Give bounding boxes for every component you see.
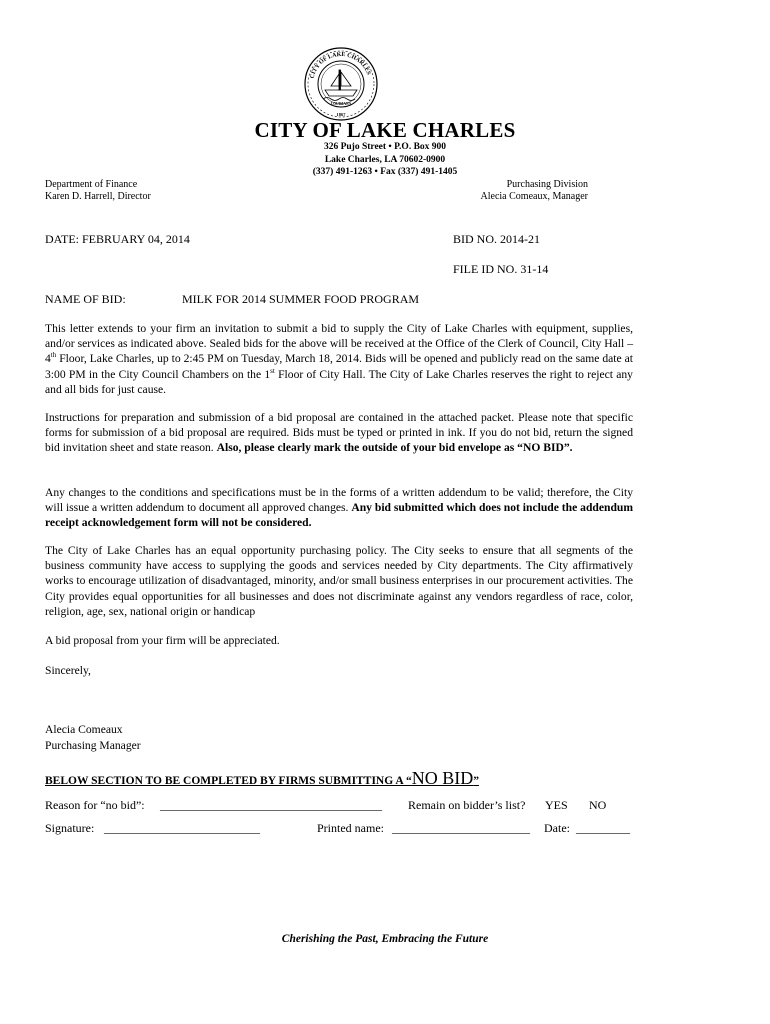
- signature-input-line[interactable]: __________________________: [104, 821, 260, 835]
- remain-on-list-label: Remain on bidder’s list?: [408, 798, 526, 812]
- printed-name-label: Printed name:: [317, 821, 384, 835]
- invitation-text-part-3: Floor of City Hall. The City of Lake Charles reserves the right to reject any and all bids for just cause.: [45, 367, 633, 396]
- signature-label: Signature:: [45, 821, 95, 835]
- city-seal-logo: [303, 46, 379, 122]
- no-bid-section-heading: [45, 768, 479, 789]
- no-bid-heading-text: BELOW SECTION TO BE COMPLETED BY FIRMS SUBMITTING A “: [45, 775, 412, 787]
- invitation-text-part-2: Floor, Lake Charles, up to 2:45 PM on Tuesday, March 18, 2014. Bids will be opened and publicly read on the same date at 3:00 PM in the City Council Chambers on the 1: [45, 352, 633, 381]
- invitation-paragraph: [45, 321, 633, 397]
- address-line-2: Lake Charles, LA 70602-0900: [324, 155, 446, 165]
- bid-name-label: NAME OF BID:: [45, 292, 126, 306]
- floor-ordinal-suffix-2: st: [270, 366, 275, 375]
- no-option[interactable]: NO: [589, 798, 607, 812]
- finance-department-block: [45, 179, 151, 203]
- purchasing-division-name: Purchasing Division: [506, 179, 588, 190]
- phone-fax-line: (337) 491-1263 • Fax (337) 491-1405: [312, 167, 458, 177]
- letter-date: DATE: FEBRUARY 04, 2014: [45, 232, 190, 246]
- seal-ring-text: CITY OF LAKE CHARLES: [309, 51, 372, 80]
- finance-director-name: Karen D. Harrell, Director: [45, 191, 151, 202]
- instructions-text: Instructions for preparation and submission of a bid proposal are contained in the attached packet. Please note that specific forms for submission of a bid proposal are required. Bids must be typed or printed in ink. If you do not bid, return the signed bid invitation sheet and state reason.: [45, 411, 633, 455]
- letterhead-title: CITY OF LAKE CHARLES: [254, 118, 516, 142]
- printed-name-input-line[interactable]: _______________________: [392, 821, 530, 835]
- addendum-text: Any changes to the conditions and specifications must be in the forms of a written addendum to be valid; therefore, the City will issue a written addendum to document all approved changes.: [45, 486, 633, 515]
- date-input-line[interactable]: _________: [576, 821, 630, 835]
- yes-option[interactable]: YES: [545, 798, 568, 812]
- no-bid-envelope-notice: Also, please clearly mark the outside of your bid envelope as “NO BID”.: [216, 441, 573, 455]
- bid-name-value: MILK FOR 2014 SUMMER FOOD PROGRAM: [182, 292, 420, 306]
- addendum-paragraph: [45, 485, 633, 531]
- reason-input-line[interactable]: _____________________________________: [160, 798, 382, 812]
- invitation-text-part-1: This letter extends to your firm an invitation to submit a bid to supply the City of Lake Charles with equipment, supplies, and/or services as indicated above. Sealed bids for the above will be received at the Office of the Clerk of Council, City Hall – 4: [45, 322, 633, 366]
- seal-year-text: 1867: [336, 112, 346, 117]
- instructions-paragraph: [45, 410, 633, 456]
- address-line-1: 326 Pujo Street • P.O. Box 900: [323, 142, 447, 152]
- addendum-warning: Any bid submitted which does not include the addendum receipt acknowledgement form will not be considered.: [45, 501, 634, 530]
- reason-label: Reason for “no bid”:: [45, 798, 145, 812]
- signatory-title: Purchasing Manager: [45, 739, 141, 752]
- signatory-name: Alecia Comeaux: [45, 723, 123, 736]
- file-id-number: FILE ID NO. 31-14: [453, 262, 549, 276]
- bid-number: BID NO. 2014-21: [453, 232, 540, 246]
- no-bid-heading-close-quote: ”: [473, 775, 479, 787]
- footer-motto: Cherishing the Past, Embracing the Future: [281, 933, 489, 945]
- finance-department-name: Department of Finance: [45, 179, 138, 190]
- appreciation-line: A bid proposal from your firm will be appreciated.: [45, 634, 280, 647]
- floor-ordinal-suffix: th: [50, 351, 57, 360]
- equal-opportunity-paragraph: The City of Lake Charles has an equal opportunity purchasing policy. The City seeks to ensure that all segments of the business community have access to supplying the goods and services needed by City departments. The City affirmatively works to encourage utilization of disadvantaged, minority, and/or small business enterprises in our procurement activities. The City provides equal opportunities for all businesses and does not discriminate against any vendors regardless of race, color, religion, age, sex, national origin or handicap: [45, 544, 633, 618]
- closing-salutation: Sincerely,: [45, 664, 91, 677]
- seal-inner-text: LOUISIANA: [330, 102, 352, 106]
- purchasing-division-block: [481, 179, 588, 203]
- purchasing-manager-name: Alecia Comeaux, Manager: [480, 191, 588, 202]
- no-bid-heading-emphasis: NO BID: [411, 768, 474, 788]
- date-label: Date:: [544, 821, 570, 835]
